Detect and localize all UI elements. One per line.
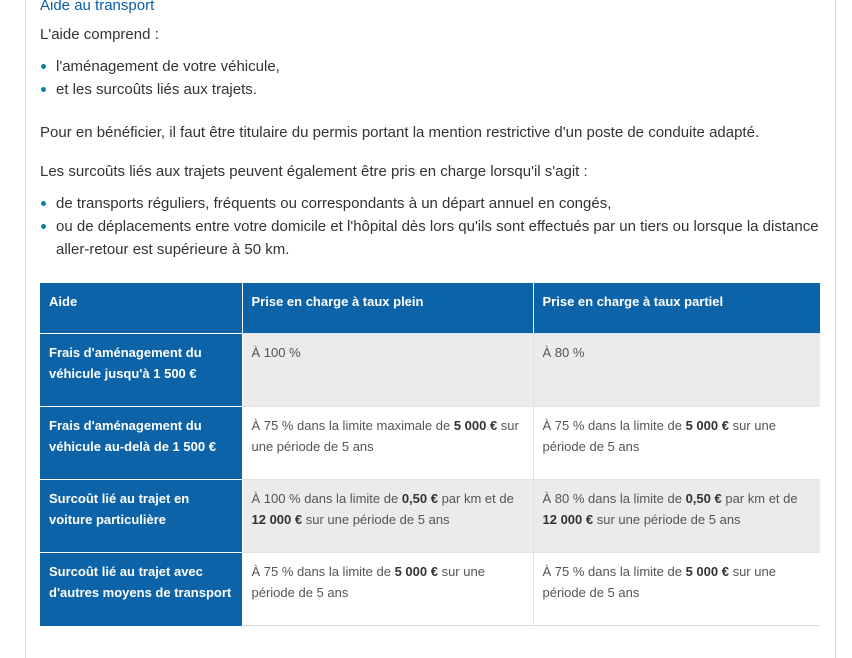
table-row <box>40 407 820 480</box>
cell-taux-plein <box>242 480 533 553</box>
header-taux-partiel: Prise en charge à taux partiel <box>533 283 820 334</box>
row-label <box>40 334 242 407</box>
table-header-row <box>40 283 820 334</box>
text-segment: par km et de <box>437 491 514 506</box>
aid-table <box>40 283 820 626</box>
row-label <box>40 553 242 626</box>
text-segment: sur une période de 5 ans <box>251 564 485 600</box>
text-segment: sur une période de 5 ans <box>251 418 519 454</box>
text-segment: À 100 % <box>251 345 301 360</box>
text-segment: À 75 % dans la limite de <box>542 564 686 579</box>
row-label <box>40 480 242 553</box>
table-row <box>40 480 820 553</box>
table-row <box>40 334 820 407</box>
cell-taux-partiel <box>533 480 820 553</box>
cell-taux-plein <box>242 407 533 480</box>
text-segment: Surcoût lié au trajet en voiture particulière <box>49 491 190 527</box>
list-item: et les surcoûts liés aux trajets. <box>40 78 820 101</box>
text-segment: À 75 % dans la limite de <box>542 418 686 433</box>
amount: 5 000 € <box>394 564 438 579</box>
amount: 5 000 € <box>685 564 729 579</box>
header-aide: Aide <box>40 283 242 334</box>
list-item: ou de déplacements entre votre domicile et l'hôpital dès lors qu'ils sont effectués par un tiers ou lorsque la distance aller-retour est supérieure à 50 km. <box>40 215 820 261</box>
text-segment: par km et de <box>721 491 798 506</box>
amount: 12 000 € <box>251 512 303 527</box>
text-segment: Surcoût lié au trajet avec d'autres moyens de transport <box>49 564 232 600</box>
text-segment: sur une période de 5 ans <box>542 564 776 600</box>
table-row <box>40 553 820 626</box>
cell-taux-plein <box>242 334 533 407</box>
text-segment: sur une période de 5 ans <box>593 512 741 527</box>
amount: 5 000 € <box>453 418 498 433</box>
cell-taux-partiel <box>533 334 820 407</box>
text-segment: sur une période de 5 ans <box>302 512 450 527</box>
extra-intro-text: Les surcoûts liés aux trajets peuvent également être pris en charge lorsqu'il s'agit : <box>40 163 588 180</box>
includes-list <box>40 55 820 101</box>
text-segment: Frais d'aménagement du véhicule au-delà de <box>49 418 202 454</box>
text-segment: Frais d'aménagement du véhicule jusqu'à <box>49 345 202 381</box>
cell-taux-plein <box>242 553 533 626</box>
text-segment: À 100 % dans la limite de <box>251 491 402 506</box>
intro-text: L'aide comprend : <box>40 26 159 43</box>
amount: 1 500 € <box>153 366 197 381</box>
list-item: l'aménagement de votre véhicule, <box>40 55 820 78</box>
cell-taux-partiel <box>533 553 820 626</box>
header-taux-plein: Prise en charge à taux plein <box>242 283 533 334</box>
section-title: Aide au transport <box>40 0 155 14</box>
amount: 0,50 € <box>685 491 722 506</box>
text-segment: À 80 % dans la limite de <box>542 491 686 506</box>
eligibility-text: Pour en bénéficier, il faut être titulaire du permis portant la mention restrictive d'un poste de conduite adapté. <box>40 124 760 141</box>
text-segment: À 75 % dans la limite maximale de <box>251 418 454 433</box>
amount: 5 000 € <box>685 418 729 433</box>
amount: 12 000 € <box>542 512 594 527</box>
text-segment: À 75 % dans la limite de <box>251 564 395 579</box>
text-segment: sur une période de 5 ans <box>542 418 776 454</box>
row-label <box>40 407 242 480</box>
cell-taux-partiel <box>533 407 820 480</box>
list-item: de transports réguliers, fréquents ou correspondants à un départ annuel en congés, <box>40 192 820 215</box>
amount: 0,50 € <box>401 491 438 506</box>
text-segment: À 80 % <box>542 345 585 360</box>
extra-cases-list <box>40 192 820 261</box>
amount: 1 500 € <box>172 439 216 454</box>
